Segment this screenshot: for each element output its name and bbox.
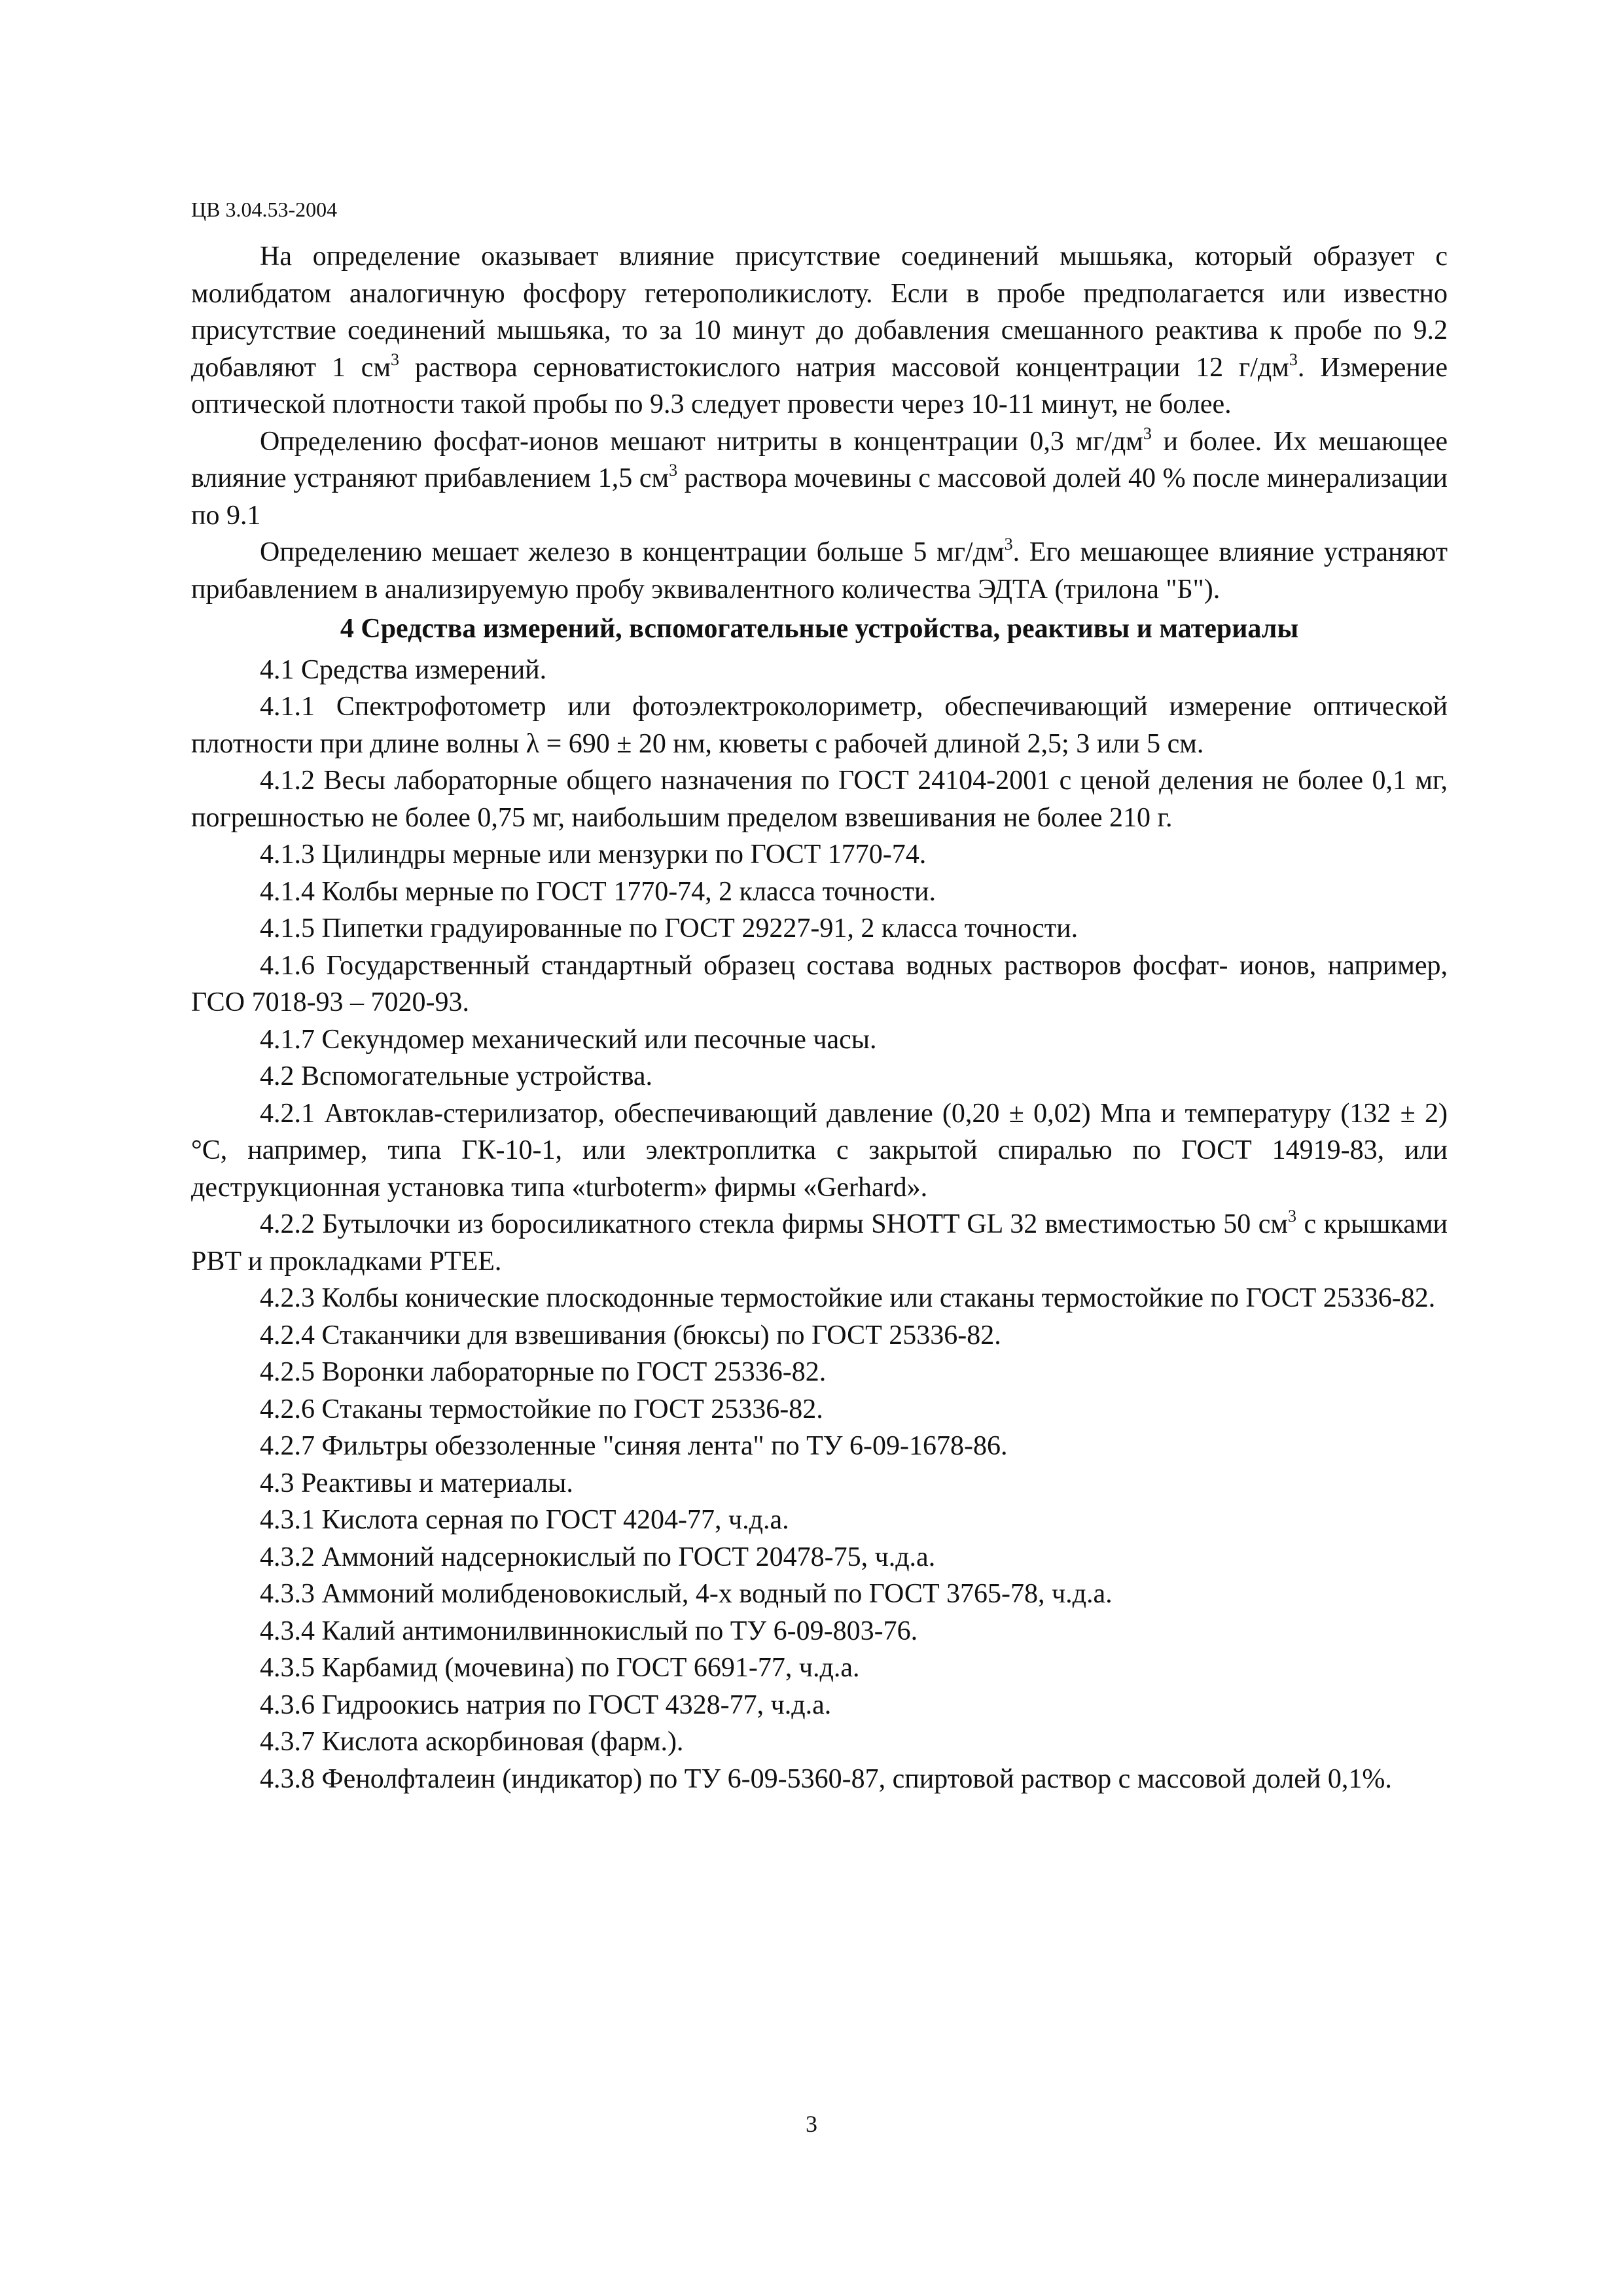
paragraph-nitrites xyxy=(191,423,1448,535)
text-span: с крышками PBT и прокладками PTEE. xyxy=(191,1209,1448,1277)
item-4-2-1: 4.2.1 Автоклав-стерилизатор, обеспечивающий давление (0,20 ± 0,02) Мпа и температуру (132 ± 2) °С, например, типа ГК-10-1, или электроплитка с закрытой спиралью по ГОСТ 14919-83, или деструкционная установка типа «turboterm» фирмы «Gerhard». xyxy=(191,1098,1448,1203)
text-span: раствора мочевины с массовой долей 40 % после минерализации по 9.1 xyxy=(191,463,1448,531)
text-span: . Измерение оптической плотности такой пробы по 9.3 следует провести через 10-11 минут, не более. xyxy=(191,352,1448,419)
item-4-2-5: 4.2.5 Воронки лабораторные по ГОСТ 25336-82. xyxy=(260,1357,827,1387)
item-4-2-4: 4.2.4 Стаканчики для взвешивания (бюксы) по ГОСТ 25336-82. xyxy=(260,1320,1001,1351)
item-4-1-2: 4.1.2 Весы лабораторные общего назначения по ГОСТ 24104-2001 с ценой деления не более 0,1 мг, погрешностью не более 0,75 мг, наибольшим пределом взвешивания не более 210 г. xyxy=(191,766,1448,833)
item-4-1-6: 4.1.6 Государственный стандартный образец состава водных растворов фосфат- ионов, например, ГСО 7018-93 – 7020-93. xyxy=(191,950,1448,1017)
item-4-3: 4.3 Реактивы и материалы. xyxy=(260,1468,573,1498)
text-span: Определению фосфат-ионов мешают нитриты в концентрации 0,3 мг/дм xyxy=(260,426,1143,457)
item-4-2-7: 4.2.7 Фильтры обеззоленные "синяя лента" по ТУ 6-09-1678-86. xyxy=(260,1431,1008,1461)
superscript: 3 xyxy=(1289,349,1298,369)
item-4-3-1: 4.3.1 Кислота серная по ГОСТ 4204-77, ч.д.а. xyxy=(260,1505,789,1535)
text-span: раствора серноватистокислого натрия массовой концентрации 12 г/дм xyxy=(399,352,1289,383)
text-span: и более. Их мешающее влияние устраняют прибавлением 1,5 см xyxy=(191,426,1448,493)
item-4-1-1: 4.1.1 Спектрофотометр или фотоэлектроколориметр, обеспечивающий измерение оптической плотности при длине волны λ = 690 ± 20 нм, кюветы с рабочей длиной 2,5; 3 или 5 см. xyxy=(191,692,1448,759)
superscript: 3 xyxy=(669,461,678,480)
item-4-3-5: 4.3.5 Карбамид (мочевина) по ГОСТ 6691-77, ч.д.а. xyxy=(260,1653,860,1683)
item-4-3-7: 4.3.7 Кислота аскорбиновая (фарм.). xyxy=(260,1727,684,1757)
item-4-3-3: 4.3.3 Аммоний молибденовокислый, 4-х водный по ГОСТ 3765-78, ч.д.а. xyxy=(260,1579,1113,1609)
superscript: 3 xyxy=(391,349,400,369)
item-4-1-4: 4.1.4 Колбы мерные по ГОСТ 1770-74, 2 класса точности. xyxy=(260,876,936,907)
section-heading: 4 Средства измерений, вспомогательные устройства, реактивы и материалы xyxy=(340,614,1299,644)
text-span: . Его мешающее влияние устраняют прибавлением в анализируемую пробу эквивалентного количества ЭДТА (трилона "Б"). xyxy=(191,537,1448,605)
paragraph-arsenic xyxy=(191,238,1448,423)
item-4-3-8: 4.3.8 Фенолфталеин (индикатор) по ТУ 6-09-5360-87, спиртовой раствор с массовой долей 0,1%. xyxy=(260,1763,1392,1794)
item-4-2-6: 4.2.6 Стаканы термостойкие по ГОСТ 25336-82. xyxy=(260,1394,823,1424)
text-span: 4.2.2 Бутылочки из боросиликатного стекла фирмы SHOTT GL 32 вместимостью 50 см xyxy=(260,1209,1288,1239)
item-4-2-2 xyxy=(191,1206,1448,1280)
item-4-1: 4.1 Средства измерений. xyxy=(260,654,547,685)
item-4-2: 4.2 Вспомогательные устройства. xyxy=(260,1061,653,1091)
text-span: На определение оказывает влияние присутствие соединений мышьяка, который образует с молибдатом аналогичную фосфору гетерополикислоту. Если в пробе предполагается или известно присутствие соединений мышьяка, то за 10 минут до добавления смешанного реактива к пробе по 9.2 добавляют 1 см xyxy=(191,241,1448,383)
document-page xyxy=(191,196,1448,1797)
item-4-2-3: 4.2.3 Колбы конические плоскодонные термостойкие или стаканы термостойкие по ГОСТ 25336-82. xyxy=(260,1283,1436,1313)
item-4-1-5: 4.1.5 Пипетки градуированные по ГОСТ 29227-91, 2 класса точности. xyxy=(260,913,1079,944)
item-4-1-3: 4.1.3 Цилиндры мерные или мензурки по ГОСТ 1770-74. xyxy=(260,839,927,870)
item-4-3-2: 4.3.2 Аммоний надсернокислый по ГОСТ 20478-75, ч.д.а. xyxy=(260,1542,936,1572)
item-4-1-7: 4.1.7 Секундомер механический или песочные часы. xyxy=(260,1024,877,1055)
paragraph-iron xyxy=(191,534,1448,608)
superscript: 3 xyxy=(1287,1207,1296,1226)
superscript: 3 xyxy=(1143,423,1152,443)
page-number: 3 xyxy=(806,2111,817,2137)
superscript: 3 xyxy=(1004,535,1013,554)
item-4-3-4: 4.3.4 Калий антимонилвиннокислый по ТУ 6-09-803-76. xyxy=(260,1616,918,1646)
document-id: ЦВ 3.04.53-2004 xyxy=(191,198,338,221)
item-4-3-6: 4.3.6 Гидроокись натрия по ГОСТ 4328-77, ч.д.а. xyxy=(260,1689,832,1720)
text-span: Определению мешает железо в концентрации больше 5 мг/дм xyxy=(260,537,1005,567)
